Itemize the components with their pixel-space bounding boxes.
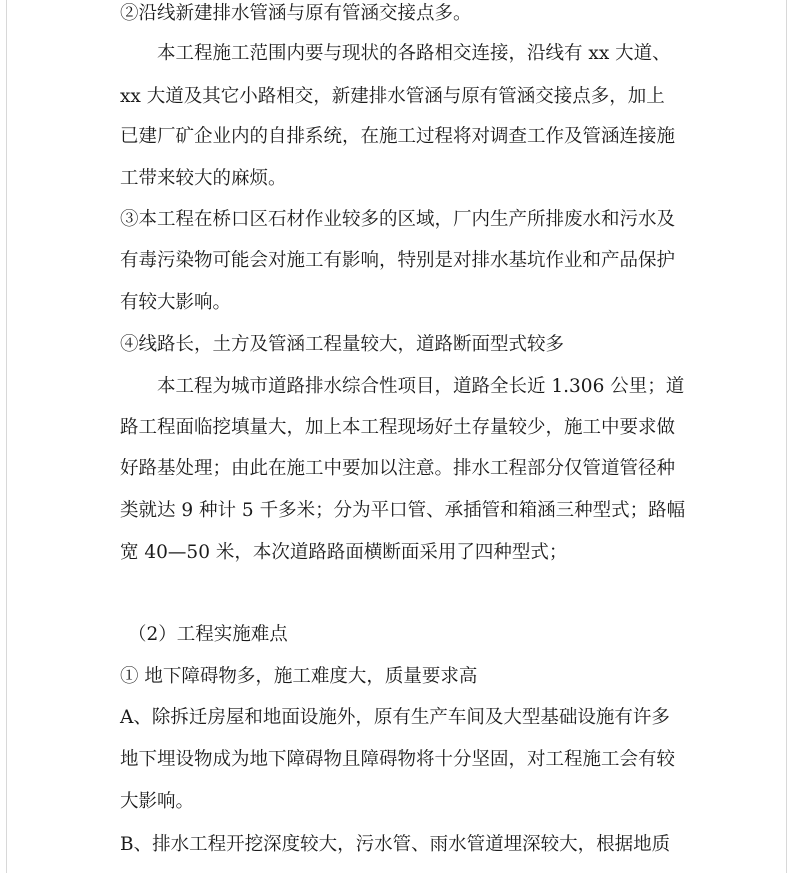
text-line-17: A、除拆迁房屋和地面设施外，原有生产车间及大型基础设施有许多 [120, 707, 670, 728]
text-line-4: 已建厂矿企业内的自排系统，在施工过程将对调查工作及管涵连接施 [120, 126, 676, 147]
text-line-8: 有较大影响。 [120, 292, 232, 313]
text-line-11: 路工程面临挖填量大，加上本工程现场好土存量较少，施工中要求做 [120, 417, 676, 438]
text-line-1: ②沿线新建排水管涵与原有管涵交接点多。 [120, 3, 472, 24]
text-line-3: xx 大道及其它小路相交，新建排水管涵与原有管涵交接点多，加上 [120, 86, 665, 107]
page-left-border [6, 0, 7, 873]
text-line-6: ③本工程在桥口区石材作业较多的区域，厂内生产所排废水和污水及 [120, 209, 676, 230]
text-line-2: 本工程施工范围内要与现状的各路相交连接，沿线有 xx 大道、 [157, 43, 671, 64]
text-line-19: 大影响。 [120, 791, 195, 812]
text-line-16: ① 地下障碍物多，施工难度大，质量要求高 [120, 666, 478, 687]
text-line-5: 工带来较大的麻烦。 [120, 168, 287, 189]
text-line-13: 类就达 9 种计 5 千多米；分为平口管、承插管和箱涵三种型式；路幅 [120, 500, 686, 521]
text-line-18: 地下埋设物成为地下障碍物且障碍物将十分坚固，对工程施工会有较 [120, 749, 676, 770]
section-heading: （2）工程实施难点 [128, 624, 288, 645]
text-line-12: 好路基处理；由此在施工中要加以注意。排水工程部分仅管道管径种 [120, 458, 676, 479]
text-line-9: ④线路长，土方及管涵工程量较大，道路断面型式较多 [120, 334, 565, 355]
text-line-10: 本工程为城市道路排水综合性项目，道路全长近 1.306 公里；道 [157, 376, 685, 397]
text-line-7: 有毒污染物可能会对施工有影响，特别是对排水基坑作业和产品保护 [120, 250, 676, 271]
page-right-border [786, 0, 787, 873]
text-line-20: B、排水工程开挖深度较大，污水管、雨水管道埋深较大，根据地质 [120, 834, 671, 855]
text-line-14: 宽 40—50 米，本次道路路面横断面采用了四种型式； [120, 542, 568, 563]
